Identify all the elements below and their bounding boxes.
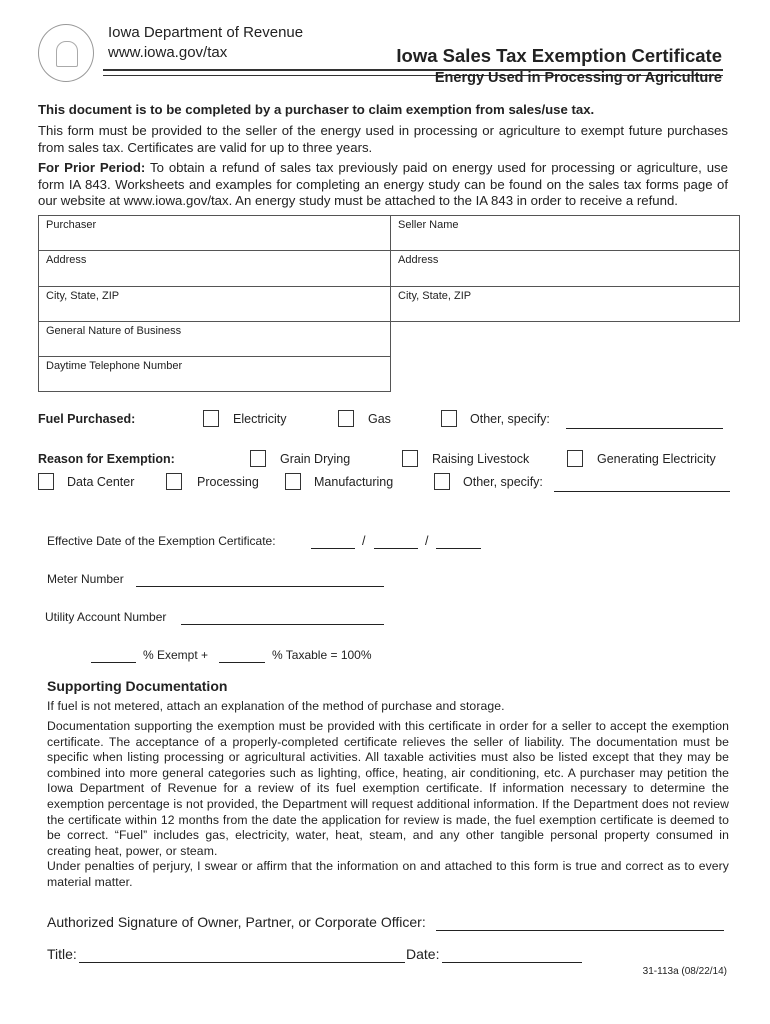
reason-label: Reason for Exemption:	[38, 452, 175, 466]
prior-period-label: For Prior Period:	[38, 160, 146, 175]
date-separator: /	[425, 534, 429, 548]
reason-other-label: Other, specify:	[463, 475, 543, 489]
raising-livestock-label: Raising Livestock	[432, 452, 530, 466]
business-label: General Nature of Business	[46, 325, 182, 337]
seller-name-label: Seller Name	[398, 219, 459, 231]
effective-month-input[interactable]	[311, 548, 355, 549]
meter-number-input[interactable]	[136, 586, 384, 587]
form-subtitle: Energy Used in Processing or Agriculture	[434, 70, 722, 86]
grain-drying-label: Grain Drying	[280, 452, 351, 466]
purchaser-field[interactable]	[38, 215, 391, 251]
utility-account-label: Utility Account Number	[45, 610, 167, 624]
state-seal-logo	[38, 24, 94, 82]
supporting-doc-p1: If fuel is not metered, attach an explanation of the method of purchase and storage.	[47, 699, 505, 713]
supporting-doc-heading: Supporting Documentation	[47, 678, 228, 694]
grain-drying-checkbox[interactable]	[250, 450, 266, 467]
gas-checkbox[interactable]	[338, 410, 354, 427]
electricity-label: Electricity	[233, 412, 287, 426]
percent-taxable-input[interactable]	[219, 662, 265, 663]
city-label: City, State, ZIP	[46, 290, 120, 302]
prior-period-text: To obtain a refund of sales tax previously paid on energy used for processing or agriculture, use form IA 843. Worksheets and examples for completing an energy study can be found on the sales tax forms page of our website at www.iowa.gov/tax. An energy study must be attached to the IA 843 in order to receive a refund.	[38, 160, 728, 208]
perjury-statement: Under penalties of perjury, I swear or affirm that the information on and attached to this form is true and correct as to every material matter.	[47, 859, 729, 889]
data-center-label: Data Center	[67, 475, 135, 489]
generating-electricity-checkbox[interactable]	[567, 450, 583, 467]
utility-account-input[interactable]	[181, 624, 384, 625]
processing-checkbox[interactable]	[166, 473, 182, 490]
effective-day-input[interactable]	[374, 548, 418, 549]
electricity-checkbox[interactable]	[203, 410, 219, 427]
seller-city-field[interactable]	[390, 286, 740, 322]
agency-name: Iowa Department of Revenue	[108, 24, 304, 41]
reason-other-input[interactable]	[554, 491, 730, 492]
purchaser-city-field[interactable]	[38, 286, 391, 322]
signature-label: Authorized Signature of Owner, Partner, or Corporate Officer:	[47, 914, 426, 930]
data-center-checkbox[interactable]	[38, 473, 54, 490]
form-title: Iowa Sales Tax Exemption Certificate	[396, 45, 722, 66]
date-separator: /	[362, 534, 366, 548]
form-id: 31-113a (08/22/14)	[642, 966, 727, 977]
meter-number-label: Meter Number	[47, 572, 124, 586]
seller-name-field[interactable]	[390, 215, 740, 251]
seller-city-label: City, State, ZIP	[398, 290, 472, 302]
intro-paragraph: This form must be provided to the seller of the energy used in processing or agriculture to exempt future purchases from sales tax. Certificates are valid for up to three years.	[38, 123, 728, 155]
effective-date-label: Effective Date of the Exemption Certificate:	[47, 534, 276, 548]
date-label: Date:	[406, 946, 440, 962]
fuel-label: Fuel Purchased:	[38, 412, 136, 426]
generating-electricity-label: Generating Electricity	[597, 452, 716, 466]
processing-label: Processing	[197, 475, 259, 489]
purchaser-label: Purchaser	[46, 219, 97, 231]
manufacturing-checkbox[interactable]	[285, 473, 301, 490]
seller-address-field[interactable]	[390, 250, 740, 287]
percent-exempt-label: % Exempt +	[143, 648, 209, 662]
purchaser-address-field[interactable]	[38, 250, 391, 287]
percent-exempt-input[interactable]	[91, 662, 136, 663]
phone-label: Daytime Telephone Number	[46, 360, 183, 372]
supporting-doc-p2: Documentation supporting the exemption must be provided with this certificate in order for a seller to accept the exemption certificate. The acceptance of a properly-completed certificate relieves the seller of liability. The documentation must be specific when listing processing or agricultural activities. All taxable activities must also be listed except that they may be combined into more general categories such as lighting, office, heating, air conditioning, etc. A purchaser may petition the Iowa Department of Revenue for a review of its fuel exemption certificate. If information necessary to determine the exemption percentage is not provided, the Department will request additional information. If the Department does not review the certificate within 12 months from the date the application for review is made, the fuel exemption certificate is deemed to be correct. “Fuel” includes gas, electricity, water, heat, steam, and any other tangible personal property consumed in creating heat, power, or steam.	[47, 719, 729, 858]
fuel-other-input[interactable]	[566, 428, 723, 429]
fuel-other-checkbox[interactable]	[441, 410, 457, 427]
signature-input[interactable]	[436, 930, 724, 931]
phone-field[interactable]	[38, 356, 391, 392]
reason-other-checkbox[interactable]	[434, 473, 450, 490]
address-label: Address	[46, 254, 87, 266]
percent-taxable-label: % Taxable = 100%	[272, 648, 372, 662]
gas-label: Gas	[368, 412, 391, 426]
raising-livestock-checkbox[interactable]	[402, 450, 418, 467]
title-input[interactable]	[79, 962, 405, 963]
intro-lead: This document is to be completed by a purchaser to claim exemption from sales/use tax.	[38, 102, 595, 117]
agency-website: www.iowa.gov/tax	[108, 44, 228, 61]
manufacturing-label: Manufacturing	[314, 475, 394, 489]
prior-period-paragraph	[38, 160, 728, 210]
date-input[interactable]	[442, 962, 582, 963]
title-label: Title:	[47, 946, 77, 962]
seller-address-label: Address	[398, 254, 439, 266]
business-nature-field[interactable]	[38, 321, 391, 357]
effective-year-input[interactable]	[436, 548, 481, 549]
fuel-other-label: Other, specify:	[470, 412, 550, 426]
